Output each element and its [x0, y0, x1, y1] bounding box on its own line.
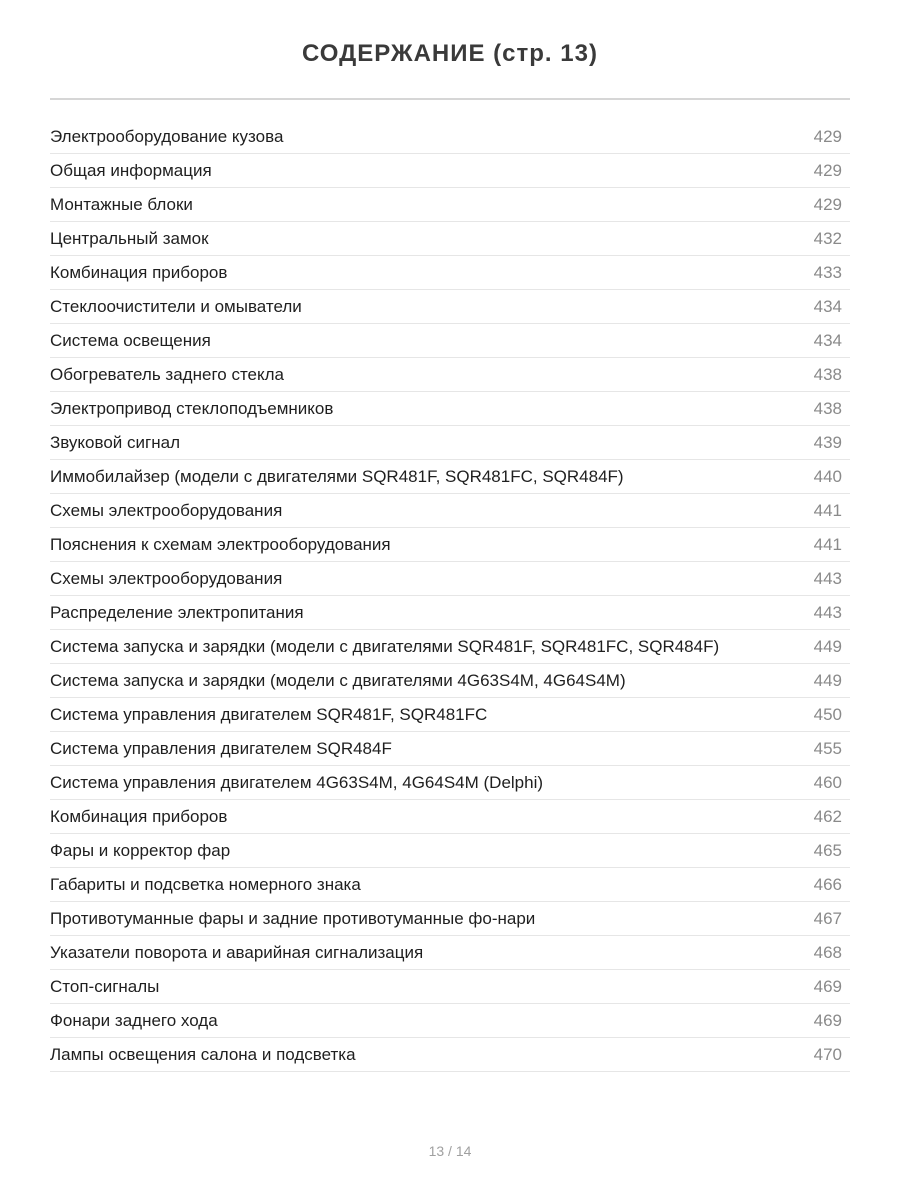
toc-entry-page: 443: [813, 602, 842, 622]
toc-entry-label: Противотуманные фары и задние противотуманные фо-нари: [50, 908, 536, 928]
toc-entry-page: 429: [813, 126, 842, 146]
toc-entry-label: Указатели поворота и аварийная сигнализация: [50, 942, 424, 962]
toc-entry-label: Стеклоочистители и омыватели: [50, 296, 302, 316]
toc-entry[interactable]: [50, 766, 850, 800]
toc-entry-label: Стоп-сигналы: [50, 976, 160, 996]
toc-entry[interactable]: [50, 154, 850, 188]
toc-entry-label: Пояснения к схемам электрооборудования: [50, 534, 391, 554]
toc-entry[interactable]: [50, 188, 850, 222]
title-divider: [50, 98, 850, 100]
toc-entry-page: 443: [813, 568, 842, 588]
toc-entry-page: 432: [813, 228, 842, 248]
toc-entry[interactable]: [50, 596, 850, 630]
toc-entry-page: 466: [813, 874, 842, 894]
toc-entry-page: 469: [813, 976, 842, 996]
toc-entry-label: Центральный замок: [50, 228, 209, 248]
toc-entry-page: 429: [813, 194, 842, 214]
toc-entry-label: Схемы электрооборудования: [50, 500, 283, 520]
toc-entry[interactable]: [50, 460, 850, 494]
toc-entry-page: 460: [813, 772, 842, 792]
toc-entry[interactable]: [50, 290, 850, 324]
toc-entry-page: 433: [813, 262, 842, 282]
toc-entry[interactable]: [50, 562, 850, 596]
toc-entry-page: 470: [813, 1044, 842, 1064]
toc-entry[interactable]: [50, 494, 850, 528]
toc-entry-label: Система освещения: [50, 330, 211, 350]
toc-entry[interactable]: [50, 936, 850, 970]
toc-entry-page: 438: [813, 364, 842, 384]
toc-entry-label: Фонари заднего хода: [50, 1010, 218, 1030]
toc-entry[interactable]: [50, 868, 850, 902]
toc-entry-label: Электропривод стеклоподъемников: [50, 398, 334, 418]
toc-entry[interactable]: [50, 902, 850, 936]
toc-entry-page: 440: [813, 466, 842, 486]
toc-entry-label: Система запуска и зарядки (модели с двигателями 4G63S4M, 4G64S4M): [50, 670, 626, 690]
page-title: СОДЕРЖАНИЕ (стр. 13): [302, 40, 598, 67]
toc-entry-page: 462: [813, 806, 842, 826]
toc-entry-label: Система управления двигателем SQR481F, SQR481FC: [50, 704, 488, 724]
toc-entry-page: 429: [813, 160, 842, 180]
toc-entry[interactable]: [50, 426, 850, 460]
toc-entry-label: Фары и корректор фар: [50, 840, 231, 860]
toc-entry-page: 441: [813, 500, 842, 520]
toc-entry-page: 469: [813, 1010, 842, 1030]
toc-entry-label: Габариты и подсветка номерного знака: [50, 874, 361, 894]
toc-entry[interactable]: [50, 664, 850, 698]
table-of-contents: [50, 120, 850, 1072]
toc-entry-label: Система управления двигателем 4G63S4M, 4G64S4M (Delphi): [50, 772, 544, 792]
toc-entry-page: 434: [813, 330, 842, 350]
toc-entry[interactable]: [50, 800, 850, 834]
toc-entry-page: 449: [813, 670, 842, 690]
toc-entry-label: Схемы электрооборудования: [50, 568, 283, 588]
toc-entry-label: Обогреватель заднего стекла: [50, 364, 284, 384]
toc-entry-label: Лампы освещения салона и подсветка: [50, 1044, 356, 1064]
toc-entry-page: 439: [813, 432, 842, 452]
toc-entry-label: Система запуска и зарядки (модели с двигателями SQR481F, SQR481FC, SQR484F): [50, 636, 720, 656]
page-pagination: 13 / 14: [428, 1143, 472, 1159]
toc-entry[interactable]: [50, 392, 850, 426]
toc-entry-label: Электрооборудование кузова: [50, 126, 284, 146]
toc-entry[interactable]: [50, 256, 850, 290]
toc-entry-label: Иммобилайзер (модели с двигателями SQR481F, SQR481FC, SQR484F): [50, 466, 624, 486]
toc-entry[interactable]: [50, 1004, 850, 1038]
toc-entry[interactable]: [50, 358, 850, 392]
toc-entry-page: 434: [813, 296, 842, 316]
toc-entry-label: Распределение электропитания: [50, 602, 304, 622]
toc-entry-page: 441: [813, 534, 842, 554]
toc-entry-page: 450: [813, 704, 842, 724]
toc-entry[interactable]: [50, 630, 850, 664]
toc-entry[interactable]: [50, 732, 850, 766]
toc-entry[interactable]: [50, 698, 850, 732]
toc-entry[interactable]: [50, 324, 850, 358]
toc-entry-page: 438: [813, 398, 842, 418]
toc-entry-label: Общая информация: [50, 160, 212, 180]
toc-entry-label: Комбинация приборов: [50, 806, 228, 826]
toc-entry-page: 455: [813, 738, 842, 758]
toc-entry-page: 467: [813, 908, 842, 928]
toc-entry[interactable]: [50, 834, 850, 868]
toc-entry[interactable]: [50, 970, 850, 1004]
toc-entry[interactable]: [50, 222, 850, 256]
toc-entry[interactable]: [50, 528, 850, 562]
toc-entry-label: Монтажные блоки: [50, 194, 193, 214]
toc-entry-page: 449: [813, 636, 842, 656]
toc-entry-label: Система управления двигателем SQR484F: [50, 738, 392, 758]
toc-entry-label: Звуковой сигнал: [50, 432, 180, 452]
toc-entry[interactable]: [50, 120, 850, 154]
toc-entry-page: 465: [813, 840, 842, 860]
toc-entry[interactable]: [50, 1038, 850, 1072]
toc-entry-page: 468: [813, 942, 842, 962]
toc-entry-label: Комбинация приборов: [50, 262, 228, 282]
